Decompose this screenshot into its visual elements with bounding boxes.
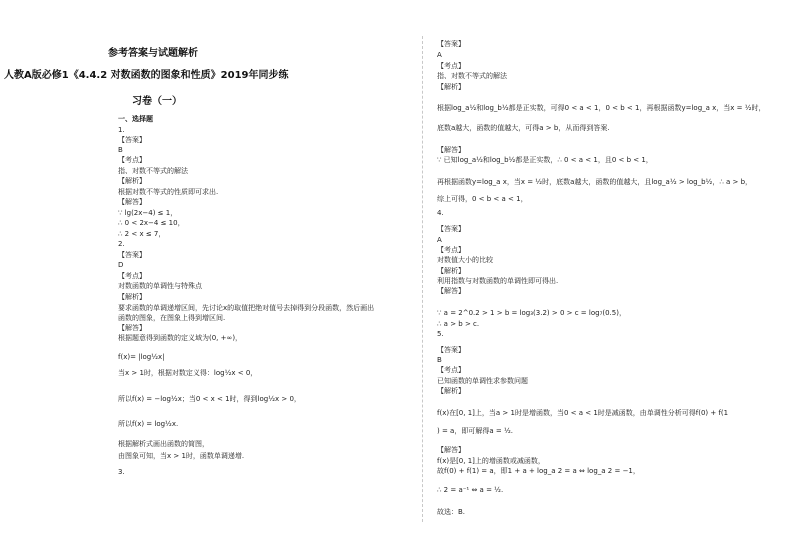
left-line-22: 根据题意得到函数的定义域为(0, +∞)， xyxy=(118,334,243,342)
right-line-7: 底数a越大，函数的值越大，可得a > b，从而得到答案. xyxy=(437,124,610,132)
right-line-10: 再根据函数y=log_a x，当x = ½时，底数a越大，函数的值越大，且log_a½ > log_b½，∴ a > b， xyxy=(437,178,753,186)
left-line-24: 当x > 1时，根据对数定义得：log½x < 0， xyxy=(118,369,258,377)
left-line-2: 1. xyxy=(118,126,125,134)
left-line-28: 由图象可知，当x > 1时，函数单调递增. xyxy=(118,452,245,460)
left-line-25: 所以f(x) = −log½x；当0 < x < 1时，得到log½x > 0， xyxy=(118,395,301,403)
right-line-20: ∵ a = 2^0.2 > 1 > b = log₃(3.2) > 0 > c = log₇(0.5)， xyxy=(437,309,626,317)
right-line-4: 指、对数不等式的解法 xyxy=(437,72,507,80)
exercise-title-line1: 人教A版必修1《4.4.2 对数函数的图象和性质》2019年同步练 xyxy=(4,70,289,81)
right-line-13: 【答案】 xyxy=(437,225,465,233)
left-line-21: 【解答】 xyxy=(118,324,146,332)
right-line-29: ) = a，即可解得a = ½. xyxy=(437,427,513,435)
right-line-18: 利用指数与对数函数的单调性即可得出. xyxy=(437,277,559,285)
right-line-6: 根据log_a½和log_b½都是正实数，可得0 < a < 1，0 < b < 1，再根据函数y=log_a x，当x = ½时， xyxy=(437,104,766,112)
left-line-8: 根据对数不等式的性质即可求出. xyxy=(118,188,219,196)
left-line-10: ∵ lg(2x−4) ≤ 1， xyxy=(118,209,178,217)
right-line-31: f(x)是[0, 1]上的增函数或减函数， xyxy=(437,457,545,465)
left-line-14: 【答案】 xyxy=(118,251,146,259)
left-line-20: 函数的图象，在图象上得到增区间. xyxy=(118,314,226,322)
right-line-11: 综上可得，0 < b < a < 1， xyxy=(437,195,528,203)
right-line-30: 【解答】 xyxy=(437,446,465,454)
right-line-25: 【考点】 xyxy=(437,366,465,374)
left-line-17: 对数函数的单调性与特殊点 xyxy=(118,282,202,290)
right-line-3: 【考点】 xyxy=(437,62,465,70)
right-line-23: 【答案】 xyxy=(437,346,465,354)
left-line-18: 【解析】 xyxy=(118,293,146,301)
column-divider xyxy=(422,36,423,522)
left-line-16: 【考点】 xyxy=(118,272,146,280)
right-line-21: ∴ a > b > c. xyxy=(437,320,480,328)
left-line-6: 指、对数不等式的解法 xyxy=(118,167,188,175)
right-line-5: 【解析】 xyxy=(437,83,465,91)
right-line-16: 对数值大小的比较 xyxy=(437,256,493,264)
right-line-32: 故f(0) + f(1) = a，即1 + a + log_a 2 = a ⇔ log_a 2 = −1， xyxy=(437,467,640,475)
left-line-19: 要求函数的单调递增区间，先讨论x的取值把绝对值号去掉得到分段函数，然后画出 xyxy=(118,304,375,312)
right-line-22: 5. xyxy=(437,330,444,338)
left-line-11: ∴ 0 < 2x−4 ≤ 10， xyxy=(118,219,185,227)
right-line-24: B xyxy=(437,356,442,364)
left-line-4: B xyxy=(118,146,123,154)
right-line-34: 故选：B. xyxy=(437,508,466,516)
right-line-26: 已知函数的单调性求参数问题 xyxy=(437,377,528,385)
left-line-15: D xyxy=(118,261,124,269)
answer-title: 参考答案与试题解析 xyxy=(108,48,198,59)
left-line-29: 3. xyxy=(118,468,125,476)
right-line-1: 【答案】 xyxy=(437,40,465,48)
left-line-13: 2. xyxy=(118,240,125,248)
right-line-12: 4. xyxy=(437,209,444,217)
left-line-7: 【解析】 xyxy=(118,177,146,185)
right-line-19: 【解答】 xyxy=(437,287,465,295)
right-line-33: ∴ 2 = a⁻¹ ⇔ a = ½. xyxy=(437,486,504,494)
right-line-17: 【解析】 xyxy=(437,267,465,275)
left-line-5: 【考点】 xyxy=(118,156,146,164)
left-line-1: 一、选择题 xyxy=(118,115,153,123)
right-line-2: A xyxy=(437,51,442,59)
left-line-12: ∴ 2 < x ≤ 7， xyxy=(118,230,166,238)
left-line-26: 所以f(x) = log½x. xyxy=(118,420,179,428)
left-line-23: f(x)= |log½x| xyxy=(118,353,165,361)
left-line-3: 【答案】 xyxy=(118,136,146,144)
right-line-28: f(x)在[0, 1]上，当a > 1时是增函数，当0 < a < 1时是减函数，由单调性分析可得f(0) + f(1 xyxy=(437,409,729,417)
right-line-8: 【解答】 xyxy=(437,146,465,154)
right-line-9: ∵ 已知log_a½和log_b½都是正实数，∴ 0 < a < 1，且0 < b < 1， xyxy=(437,156,653,164)
right-line-27: 【解析】 xyxy=(437,387,465,395)
exercise-title-line2: 习卷（一） xyxy=(132,96,182,107)
left-line-9: 【解答】 xyxy=(118,198,146,206)
left-line-27: 根据解析式画出函数的简图， xyxy=(118,440,209,448)
right-line-15: 【考点】 xyxy=(437,246,465,254)
right-line-14: A xyxy=(437,236,442,244)
